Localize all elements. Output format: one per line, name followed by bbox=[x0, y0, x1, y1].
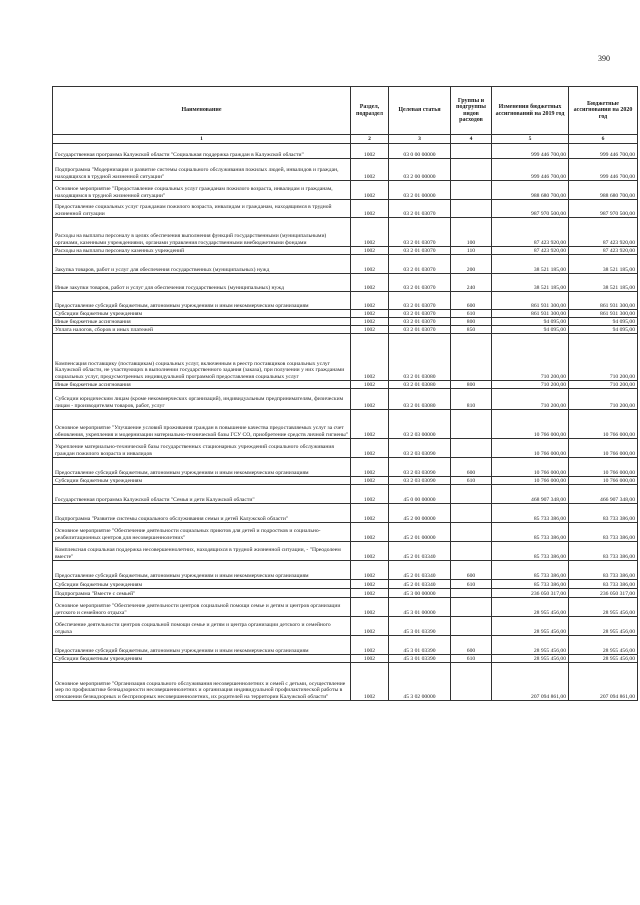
row-name-cell: Компенсация поставщику (поставщикам) социальных услуг, включенным в реестр поставщиков социальных услуг Калужской области, не участвующих в выполнении государственного задания (заказа), при получении у них гражданами социальных услуг, предусмотренных индивидуальной программой предоставления социальных услуг bbox=[53, 334, 351, 381]
row-article-cell: 45 2 01 03340 bbox=[389, 561, 451, 580]
row-group-cell: 610 bbox=[451, 477, 492, 485]
row-name-cell: Закупка товаров, работ и услуг для обеспечения государственных (муниципальных) нужд bbox=[53, 255, 351, 274]
table-row bbox=[53, 292, 638, 310]
row-group-cell: 610 bbox=[451, 655, 492, 663]
row-group-cell: 610 bbox=[451, 580, 492, 589]
row-2019-value-cell: 87 423 920,00 bbox=[492, 247, 569, 255]
row-name-cell: Субсидии бюджетным учреждениям bbox=[53, 477, 351, 485]
row-group-cell bbox=[451, 485, 492, 504]
row-group-cell: 600 bbox=[451, 292, 492, 310]
table-row bbox=[53, 334, 638, 381]
table-row bbox=[53, 655, 638, 663]
table-row bbox=[53, 663, 638, 701]
row-section-cell: 1002 bbox=[351, 663, 389, 701]
header-article: Целевая статья bbox=[389, 87, 451, 135]
table-row bbox=[53, 255, 638, 274]
index-cell: 3 bbox=[389, 135, 451, 144]
row-2019-value-cell: 85 733 386,00 bbox=[492, 561, 569, 580]
row-2020-value-cell: 987 970 500,00 bbox=[569, 200, 638, 218]
row-article-cell: 03 2 03 03090 bbox=[389, 477, 451, 485]
table-row bbox=[53, 218, 638, 247]
row-article-cell: 45 0 00 00000 bbox=[389, 485, 451, 504]
row-2019-value-cell: 87 423 920,00 bbox=[492, 218, 569, 247]
row-2020-value-cell: 83 733 386,00 bbox=[569, 523, 638, 542]
table-row bbox=[53, 310, 638, 318]
row-name-cell: Предоставление социальных услуг гражданам пожилого возраста, инвалидам и гражданам, находящимся в трудной жизненной ситуации bbox=[53, 200, 351, 218]
row-2020-value-cell: 999 446 700,00 bbox=[569, 159, 638, 181]
row-section-cell: 1002 bbox=[351, 334, 389, 381]
table-row bbox=[53, 589, 638, 598]
row-2019-value-cell: 28 955 456,00 bbox=[492, 598, 569, 617]
row-article-cell: 03 2 01 00000 bbox=[389, 181, 451, 200]
row-section-cell: 1002 bbox=[351, 389, 389, 410]
row-section-cell: 1002 bbox=[351, 580, 389, 589]
row-section-cell: 1002 bbox=[351, 292, 389, 310]
row-2020-value-cell: 861 931 300,00 bbox=[569, 292, 638, 310]
row-article-cell: 45 2 01 03340 bbox=[389, 542, 451, 561]
row-group-cell: 100 bbox=[451, 218, 492, 247]
row-2019-value-cell: 85 733 386,00 bbox=[492, 542, 569, 561]
table-row bbox=[53, 477, 638, 485]
row-section-cell: 1002 bbox=[351, 655, 389, 663]
row-2019-value-cell: 999 446 700,00 bbox=[492, 144, 569, 159]
row-2019-value-cell: 710 200,00 bbox=[492, 381, 569, 389]
row-name-cell: Иные закупки товаров, работ и услуг для обеспечения государственных (муниципальных) нужд bbox=[53, 274, 351, 292]
row-name-cell: Основное мероприятие "Обеспечение деятельности социальных приютов для детей и подростков и социально-реабилитационных центров для несовершеннолетних" bbox=[53, 523, 351, 542]
table-row bbox=[53, 636, 638, 655]
row-2020-value-cell: 861 931 300,00 bbox=[569, 310, 638, 318]
row-article-cell: 03 2 01 03070 bbox=[389, 200, 451, 218]
row-section-cell: 1002 bbox=[351, 274, 389, 292]
row-article-cell: 03 2 01 03080 bbox=[389, 389, 451, 410]
table-row bbox=[53, 381, 638, 389]
row-article-cell: 03 2 01 03070 bbox=[389, 274, 451, 292]
row-name-cell: Основное мероприятие "Организация социального обслуживания несовершеннолетних и семей с детьми, осуществление мер по профилактике безнадзорности несовершеннолетних и организация индивидуальной профилактической работы в отношении безнадзорных и беспризорных несовершеннолетних, их родителей на территории Калужской области" bbox=[53, 663, 351, 701]
row-section-cell: 1002 bbox=[351, 310, 389, 318]
row-group-cell bbox=[451, 410, 492, 439]
row-section-cell: 1002 bbox=[351, 159, 389, 181]
row-article-cell: 45 3 01 03390 bbox=[389, 636, 451, 655]
row-group-cell: 800 bbox=[451, 381, 492, 389]
table-row bbox=[53, 144, 638, 159]
row-2020-value-cell: 988 680 700,00 bbox=[569, 181, 638, 200]
table-row bbox=[53, 617, 638, 636]
header-2019: Изменения бюджетных ассигнований на 2019 год bbox=[492, 87, 569, 135]
row-2020-value-cell: 83 733 386,00 bbox=[569, 504, 638, 523]
row-group-cell: 850 bbox=[451, 326, 492, 334]
row-section-cell: 1002 bbox=[351, 458, 389, 477]
row-section-cell: 1002 bbox=[351, 318, 389, 326]
row-name-cell: Подпрограмма "Вместе с семьей" bbox=[53, 589, 351, 598]
row-2020-value-cell: 38 521 185,00 bbox=[569, 274, 638, 292]
row-name-cell: Подпрограмма "Модернизация и развитие системы социального обслуживания пожилых людей, инвалидов и граждан, находящихся в трудной жизненной ситуации" bbox=[53, 159, 351, 181]
row-article-cell: 03 2 01 03070 bbox=[389, 326, 451, 334]
row-2020-value-cell: 87 423 920,00 bbox=[569, 218, 638, 247]
row-2019-value-cell: 236 050 317,00 bbox=[492, 589, 569, 598]
table-header-row bbox=[53, 87, 638, 135]
row-article-cell: 45 2 01 03340 bbox=[389, 580, 451, 589]
row-2020-value-cell: 87 423 920,00 bbox=[569, 247, 638, 255]
row-section-cell: 1002 bbox=[351, 247, 389, 255]
row-group-cell bbox=[451, 542, 492, 561]
row-2019-value-cell: 468 907 348,00 bbox=[492, 485, 569, 504]
row-group-cell bbox=[451, 334, 492, 381]
row-2020-value-cell: 38 521 185,00 bbox=[569, 255, 638, 274]
row-group-cell bbox=[451, 439, 492, 458]
row-article-cell: 45 3 02 00000 bbox=[389, 663, 451, 701]
row-section-cell: 1002 bbox=[351, 589, 389, 598]
header-name: Наименование bbox=[53, 87, 351, 135]
row-group-cell: 800 bbox=[451, 318, 492, 326]
row-2020-value-cell: 10 766 000,00 bbox=[569, 439, 638, 458]
row-group-cell bbox=[451, 617, 492, 636]
row-2020-value-cell: 710 200,00 bbox=[569, 381, 638, 389]
table-row bbox=[53, 389, 638, 410]
row-2019-value-cell: 28 955 456,00 bbox=[492, 617, 569, 636]
row-name-cell: Укрепление материально-технической базы государственных стационарных учреждений социального обслуживания граждан пожилого возраста и инвалидов bbox=[53, 439, 351, 458]
row-2019-value-cell: 28 955 456,00 bbox=[492, 636, 569, 655]
row-section-cell: 1002 bbox=[351, 381, 389, 389]
row-name-cell: Расходы на выплаты персоналу казенных учреждений bbox=[53, 247, 351, 255]
row-name-cell: Государственная программа Калужской области "Социальная поддержка граждан в Калужской области" bbox=[53, 144, 351, 159]
row-group-cell bbox=[451, 504, 492, 523]
header-group: Группы и подгруппы видов расходов bbox=[451, 87, 492, 135]
row-2020-value-cell: 10 766 000,00 bbox=[569, 458, 638, 477]
row-article-cell: 45 3 01 03390 bbox=[389, 655, 451, 663]
row-2019-value-cell: 38 521 185,00 bbox=[492, 274, 569, 292]
row-group-cell bbox=[451, 598, 492, 617]
row-section-cell: 1002 bbox=[351, 144, 389, 159]
row-2020-value-cell: 94 095,00 bbox=[569, 326, 638, 334]
row-2020-value-cell: 466 907 348,00 bbox=[569, 485, 638, 504]
row-2019-value-cell: 10 766 000,00 bbox=[492, 477, 569, 485]
row-section-cell: 1002 bbox=[351, 598, 389, 617]
index-cell: 6 bbox=[569, 135, 638, 144]
table-row bbox=[53, 458, 638, 477]
row-name-cell: Обеспечение деятельности центров социальной помощи семье и детям и центра организации детского и семейного отдыха bbox=[53, 617, 351, 636]
row-2019-value-cell: 94 095,00 bbox=[492, 326, 569, 334]
row-2020-value-cell: 207 094 861,00 bbox=[569, 663, 638, 701]
row-2020-value-cell: 710 200,00 bbox=[569, 389, 638, 410]
row-name-cell: Комплексная социальная поддержка несовершеннолетних, находящихся в трудной жизненной ситуации, - "Преодолеем вместе" bbox=[53, 542, 351, 561]
row-group-cell: 600 bbox=[451, 458, 492, 477]
table-row bbox=[53, 181, 638, 200]
table-row bbox=[53, 200, 638, 218]
table-row bbox=[53, 580, 638, 589]
table-row bbox=[53, 504, 638, 523]
row-article-cell: 03 2 00 00000 bbox=[389, 159, 451, 181]
row-group-cell: 240 bbox=[451, 274, 492, 292]
row-2019-value-cell: 85 733 386,00 bbox=[492, 504, 569, 523]
table-row bbox=[53, 326, 638, 334]
row-section-cell: 1002 bbox=[351, 200, 389, 218]
row-2020-value-cell: 710 200,00 bbox=[569, 334, 638, 381]
row-article-cell: 03 2 01 03080 bbox=[389, 381, 451, 389]
row-2019-value-cell: 85 733 386,00 bbox=[492, 580, 569, 589]
row-group-cell: 600 bbox=[451, 636, 492, 655]
row-2020-value-cell: 10 766 000,00 bbox=[569, 410, 638, 439]
row-name-cell: Подпрограмма "Развитие системы социального обслуживания семьи и детей Калужской области" bbox=[53, 504, 351, 523]
row-name-cell: Основное мероприятие "Улучшение условий проживания граждан в повышение качества предоставляемых услуг за счет обновления, укрепления и модернизации материально-технической базы ГСУ СО, приобретение средств личной гигиены" bbox=[53, 410, 351, 439]
row-group-cell bbox=[451, 589, 492, 598]
row-article-cell: 45 2 01 00000 bbox=[389, 523, 451, 542]
row-name-cell: Субсидии бюджетным учреждениям bbox=[53, 655, 351, 663]
table-row bbox=[53, 274, 638, 292]
row-2019-value-cell: 861 931 300,00 bbox=[492, 310, 569, 318]
row-section-cell: 1002 bbox=[351, 504, 389, 523]
table-row bbox=[53, 542, 638, 561]
row-article-cell: 45 3 00 00000 bbox=[389, 589, 451, 598]
row-name-cell: Субсидии бюджетным учреждениям bbox=[53, 580, 351, 589]
row-2019-value-cell: 94 095,00 bbox=[492, 318, 569, 326]
row-article-cell: 03 2 01 03070 bbox=[389, 247, 451, 255]
row-group-cell bbox=[451, 523, 492, 542]
table-row bbox=[53, 159, 638, 181]
table-row bbox=[53, 439, 638, 458]
row-group-cell: 600 bbox=[451, 561, 492, 580]
row-2020-value-cell: 28 955 456,00 bbox=[569, 598, 638, 617]
row-group-cell: 610 bbox=[451, 310, 492, 318]
row-2019-value-cell: 28 955 456,00 bbox=[492, 655, 569, 663]
row-section-cell: 1002 bbox=[351, 218, 389, 247]
index-cell: 2 bbox=[351, 135, 389, 144]
row-2019-value-cell: 710 200,00 bbox=[492, 389, 569, 410]
row-article-cell: 03 2 01 03070 bbox=[389, 310, 451, 318]
index-cell: 1 bbox=[53, 135, 351, 144]
row-section-cell: 1002 bbox=[351, 410, 389, 439]
row-name-cell: Иные бюджетные ассигнования bbox=[53, 318, 351, 326]
row-section-cell: 1002 bbox=[351, 181, 389, 200]
row-2020-value-cell: 83 733 386,00 bbox=[569, 580, 638, 589]
row-name-cell: Основное мероприятие "Предоставление социальных услуг гражданам пожилого возраста, инвалидам и гражданам, находящимся в трудной жизненной ситуации" bbox=[53, 181, 351, 200]
row-name-cell: Предоставление субсидий бюджетным, автономным учреждениям и иным некоммерческим организациям bbox=[53, 458, 351, 477]
row-2019-value-cell: 988 680 700,00 bbox=[492, 181, 569, 200]
header-section: Раздел, подраздел bbox=[351, 87, 389, 135]
row-article-cell: 03 2 01 03070 bbox=[389, 218, 451, 247]
row-2020-value-cell: 28 955 456,00 bbox=[569, 655, 638, 663]
row-section-cell: 1002 bbox=[351, 561, 389, 580]
index-cell: 5 bbox=[492, 135, 569, 144]
row-name-cell: Предоставление субсидий бюджетным, автономным учреждениям и иным некоммерческим организациям bbox=[53, 636, 351, 655]
row-2020-value-cell: 83 733 386,00 bbox=[569, 542, 638, 561]
row-section-cell: 1002 bbox=[351, 523, 389, 542]
table-row bbox=[53, 523, 638, 542]
row-2019-value-cell: 710 200,00 bbox=[492, 334, 569, 381]
row-group-cell: 110 bbox=[451, 247, 492, 255]
row-article-cell: 03 2 03 03090 bbox=[389, 439, 451, 458]
row-article-cell: 03 2 01 03070 bbox=[389, 318, 451, 326]
row-2019-value-cell: 10 766 000,00 bbox=[492, 439, 569, 458]
row-name-cell: Субсидии бюджетным учреждениям bbox=[53, 310, 351, 318]
row-2020-value-cell: 999 446 700,00 bbox=[569, 144, 638, 159]
row-name-cell: Уплата налогов, сборов и иных платежей bbox=[53, 326, 351, 334]
row-article-cell: 03 2 01 03080 bbox=[389, 334, 451, 381]
row-group-cell bbox=[451, 663, 492, 701]
row-2019-value-cell: 10 766 000,00 bbox=[492, 410, 569, 439]
row-2020-value-cell: 28 955 456,00 bbox=[569, 617, 638, 636]
row-article-cell: 03 2 03 00000 bbox=[389, 410, 451, 439]
table-row bbox=[53, 410, 638, 439]
row-section-cell: 1002 bbox=[351, 485, 389, 504]
row-article-cell: 03 0 00 00000 bbox=[389, 144, 451, 159]
header-2020: Бюджетные ассигнования на 2020 год bbox=[569, 87, 638, 135]
row-group-cell bbox=[451, 159, 492, 181]
row-article-cell: 03 2 01 03070 bbox=[389, 255, 451, 274]
row-name-cell: Предоставление субсидий бюджетным, автономным учреждениям и иным некоммерческим организациям bbox=[53, 561, 351, 580]
row-2019-value-cell: 861 931 300,00 bbox=[492, 292, 569, 310]
row-2020-value-cell: 83 733 386,00 bbox=[569, 561, 638, 580]
row-group-cell: 810 bbox=[451, 389, 492, 410]
table-row bbox=[53, 561, 638, 580]
row-2019-value-cell: 38 521 185,00 bbox=[492, 255, 569, 274]
row-name-cell: Субсидии юридическим лицам (кроме некоммерческих организаций), индивидуальным предпринимателям, физическим лицам - производителям товаров, работ, услуг bbox=[53, 389, 351, 410]
table-row bbox=[53, 598, 638, 617]
page-number: 390 bbox=[598, 54, 610, 63]
row-name-cell: Предоставление субсидий бюджетным, автономным учреждениям и иным некоммерческим организациям bbox=[53, 292, 351, 310]
row-section-cell: 1002 bbox=[351, 636, 389, 655]
row-2020-value-cell: 10 766 000,00 bbox=[569, 477, 638, 485]
row-article-cell: 45 3 01 00000 bbox=[389, 598, 451, 617]
row-2019-value-cell: 10 766 000,00 bbox=[492, 458, 569, 477]
budget-table bbox=[52, 86, 638, 701]
row-2019-value-cell: 987 970 500,00 bbox=[492, 200, 569, 218]
row-section-cell: 1002 bbox=[351, 617, 389, 636]
row-name-cell: Расходы на выплаты персоналу в целях обеспечения выполнения функций государственными (муниципальными) органами, казенными учреждениями, органами управления государственными внебюджетными фондами bbox=[53, 218, 351, 247]
row-article-cell: 45 3 01 03390 bbox=[389, 617, 451, 636]
table-row bbox=[53, 247, 638, 255]
row-article-cell: 03 2 01 03070 bbox=[389, 292, 451, 310]
row-section-cell: 1002 bbox=[351, 255, 389, 274]
row-2019-value-cell: 207 094 861,00 bbox=[492, 663, 569, 701]
row-name-cell: Основное мероприятие "Обеспечение деятельности центров социальной помощи семье и детям и центров организации детского и семейного отдыха" bbox=[53, 598, 351, 617]
row-2019-value-cell: 999 446 700,00 bbox=[492, 159, 569, 181]
row-2020-value-cell: 28 955 456,00 bbox=[569, 636, 638, 655]
table-row bbox=[53, 318, 638, 326]
row-section-cell: 1002 bbox=[351, 542, 389, 561]
row-name-cell: Иные бюджетные ассигнования bbox=[53, 381, 351, 389]
row-2020-value-cell: 94 095,00 bbox=[569, 318, 638, 326]
row-section-cell: 1002 bbox=[351, 326, 389, 334]
row-2020-value-cell: 236 050 317,00 bbox=[569, 589, 638, 598]
index-cell: 4 bbox=[451, 135, 492, 144]
row-group-cell: 200 bbox=[451, 255, 492, 274]
row-group-cell bbox=[451, 181, 492, 200]
row-name-cell: Государственная программа Калужской области "Семья и дети Калужской области" bbox=[53, 485, 351, 504]
table-row bbox=[53, 485, 638, 504]
row-article-cell: 03 2 03 03090 bbox=[389, 458, 451, 477]
row-group-cell bbox=[451, 200, 492, 218]
row-2019-value-cell: 85 733 386,00 bbox=[492, 523, 569, 542]
row-section-cell: 1002 bbox=[351, 439, 389, 458]
column-index-row bbox=[53, 135, 638, 144]
row-section-cell: 1002 bbox=[351, 477, 389, 485]
row-group-cell bbox=[451, 144, 492, 159]
row-article-cell: 45 2 00 00000 bbox=[389, 504, 451, 523]
